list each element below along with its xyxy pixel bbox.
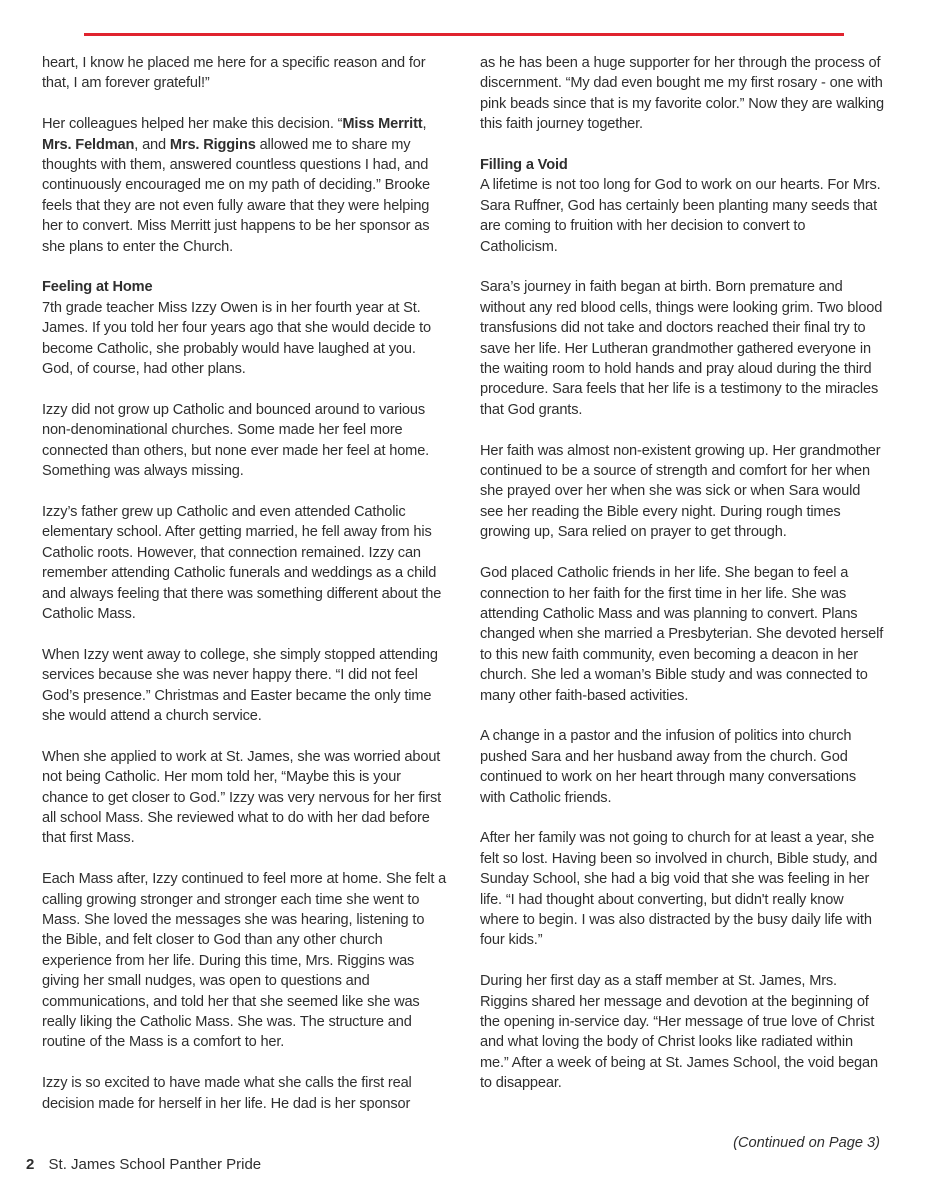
publication-name: St. James School Panther Pride (48, 1156, 262, 1173)
name-mrs-riggins: Mrs. Riggins (169, 136, 256, 153)
paragraph: Izzy’s father grew up Catholic and even attended Catholic elementary school. After getting married, he fell away from his Catholic roots. However, that connection remained. Izzy can remember attending Catholic funerals and weddings as a child and always feeling that there was something different about the Catholic Mass. (42, 503, 442, 622)
paragraph: A change in a pastor and the infusion of politics into church pushed Sara and her husband away from the church. God continued to work on her heart through many conversations with Catholic friends. (480, 728, 856, 806)
section-heading-feeling-at-home: Feeling at Home (42, 279, 153, 296)
text-run: , (422, 116, 427, 133)
continued-note: (Continued on Page 3) (733, 1135, 880, 1151)
text-run: , and (134, 136, 170, 153)
section-heading-filling-a-void: Filling a Void (480, 157, 568, 174)
page-footer (26, 1156, 261, 1173)
left-column (42, 53, 448, 1134)
paragraph: Each Mass after, Izzy continued to feel more at home. She felt a calling growing stronger and stronger each time she went to Mass. She loved the messages she was hearing, listening to the Bible, and felt closer to God than any other church experience from her life. During this time, Mrs. Riggins was giving her small nudges, was open to questions and communications, and told her that she seemed like she was really liking the Catholic Mass. She was. The structure and routine of the Mass is a comfort to her. (42, 871, 447, 1051)
name-miss-merritt: Miss Merritt (342, 116, 423, 133)
page-number: 2 (26, 1156, 35, 1173)
text-run: allowed me to share my thoughts with them, answered countless questions I had, and continuously encouraged me on my path of deciding.” Brooke feels that they are not even fully aware that they were helping her to convert. Miss Merritt just happens to be her sponsor as she plans to enter the Church. (42, 136, 431, 255)
text-run: Her colleagues helped her make this decision. “ (42, 116, 343, 133)
top-divider-rule (84, 33, 844, 36)
paragraph: Izzy did not grow up Catholic and bounced around to various non-denominational churches. Some made her feel more connected than others, but none ever made her feel at home. Something was always missing. (42, 401, 430, 480)
right-column (480, 53, 884, 1114)
paragraph: God placed Catholic friends in her life. She began to feel a connection to her faith for the first time in her life. She was attending Catholic Mass and was planning to convert. Plans changed when she married a Presbyterian. She devoted herself to this new faith community, even becoming a deacon in her church. She led a woman’s Bible study and was connected to many other faith-based activities. (480, 565, 884, 704)
paragraph: A lifetime is not too long for God to work on our hearts. For Mrs. Sara Ruffner, God has certainly been planting many seeds that are coming to fruition with her decision to convert to Catholicism. (480, 177, 881, 255)
paragraph: heart, I know he placed me here for a specific reason and for that, I am forever grateful!” (42, 55, 426, 92)
paragraph: When she applied to work at St. James, she was worried about not being Catholic. Her mom told her, “Maybe this is your chance to get closer to God.” Izzy was very nervous for her first all school Mass. She reviewed what to do with her dad before that first Mass. (42, 748, 442, 847)
paragraph: During her first day as a staff member at St. James, Mrs. Riggins shared her message and devotion at the beginning of the opening in-service day. “Her message of true love of Christ and what loving the body of Christ looks like radiated within me.” After a week of being at St. James School, the void began to disappear. (480, 973, 878, 1092)
paragraph: as he has been a huge supporter for her through the process of discernment. “My dad even bought me my first rosary - one with pink beads since that is my favorite color.” Now they are walking this faith journey together. (480, 55, 884, 133)
paragraph: After her family was not going to church for at least a year, she felt so lost. Having been so involved in church, Bible study, and Sunday School, she had a big void that she was feeling in her life. “I had thought about converting, but didn't really know where to begin. I was also distracted by the busy daily life with four kids.” (480, 830, 878, 949)
paragraph: Her faith was almost non-existent growing up. Her grandmother continued to be a source of strength and comfort for her when she prayed over her when she was sick or when Sara would see her reading the Bible every night. During rough times growing up, Sara relied on prayer to get through. (480, 442, 881, 541)
name-mrs-feldman: Mrs. Feldman (42, 136, 135, 153)
paragraph: When Izzy went away to college, she simply stopped attending services because she was never happy there. “I did not feel God’s presence.” Christmas and Easter became the only time she would attend a church service. (42, 646, 438, 724)
paragraph-colleagues (42, 114, 448, 257)
paragraph: Izzy is so excited to have made what she calls the first real decision made for herself in her life. He dad is her sponsor (42, 1075, 412, 1112)
paragraph: 7th grade teacher Miss Izzy Owen is in her fourth year at St. James. If you told her four years ago that she would decide to become Catholic, she probably would have laughed at you. God, of course, had other plans. (42, 299, 432, 378)
paragraph: Sara’s journey in faith began at birth. Born premature and without any red blood cells, things were looking grim. Two blood transfusions did not take and doctors reached their final try to save her life. Her Lutheran grandmother gathered everyone in the waiting room to hold hands and pray aloud during the third procedure. Sara feels that her life is a testimony to the miracles that God grants. (480, 279, 883, 418)
